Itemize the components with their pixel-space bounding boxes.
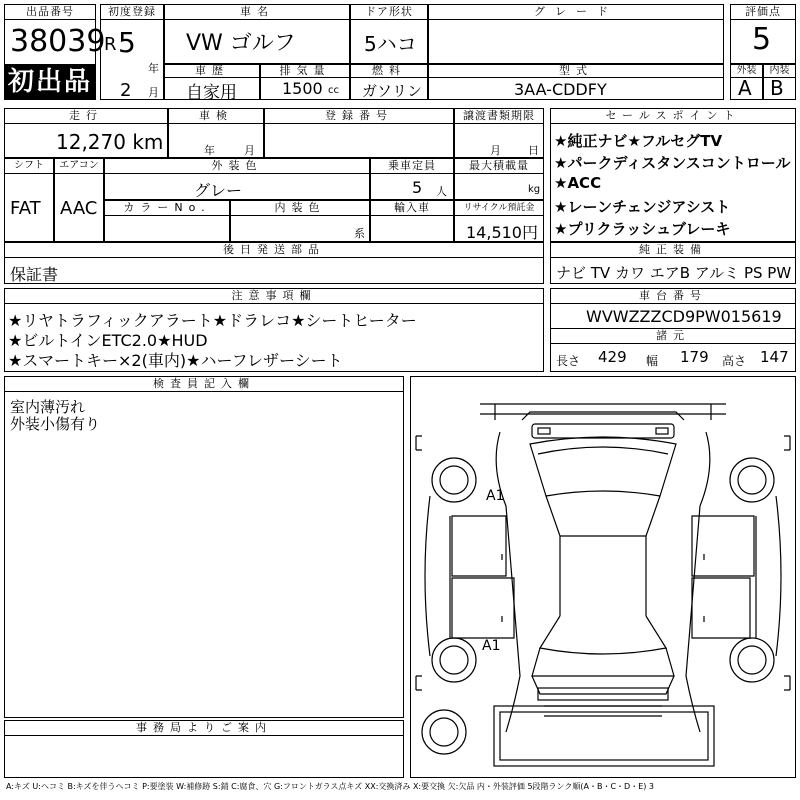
notes-label: 注意事項欄 [4, 288, 544, 304]
length-value: 429 [598, 348, 627, 366]
width-label: 幅 [646, 354, 659, 368]
aircon-value: AAC [60, 198, 98, 219]
year-unit: 年 [148, 62, 159, 75]
notes-line: ★スマートキー×2(車内)★ハーフレザーシート [8, 351, 343, 370]
car-name: VW ゴルフ [186, 31, 296, 56]
inspection-label: 車検 [168, 108, 264, 124]
damage-mark: A1 [482, 638, 501, 654]
max-load-unit: kg [528, 184, 541, 195]
later-parts-value: 保証書 [10, 265, 59, 284]
first-registration-label: 初度登録 [100, 4, 164, 20]
height-label: 高さ [722, 354, 747, 368]
interior-color-label: 内装色 [230, 200, 370, 216]
first-listing-badge: 初出品 [4, 64, 96, 100]
delivery-day-unit: 日 [528, 144, 539, 157]
max-load-label: 最大積載量 [454, 158, 544, 174]
delivery-deadline-label: 譲渡書類期限 [454, 108, 544, 124]
grade-label: グレード [428, 4, 724, 20]
history-value: 自家用 [186, 83, 237, 103]
mileage-label: 走行 [4, 108, 168, 124]
damage-mark: A1 [486, 488, 505, 504]
displacement-label: 排気量 [260, 64, 350, 78]
dimensions-label: 諸元 [550, 328, 796, 344]
lot-number: 38039 [10, 24, 106, 59]
color-number-label: カラーNo. [104, 200, 230, 216]
capacity-label: 乗車定員 [370, 158, 454, 174]
history-label: 車歴 [164, 64, 260, 78]
door-shape: 5ハコ [364, 32, 417, 56]
delivery-month-unit: 月 [490, 144, 501, 157]
inspector-label: 検査員記入欄 [4, 376, 404, 392]
interior-grade: B [770, 76, 784, 100]
month-unit: 月 [148, 86, 159, 99]
notes-line: ★リヤトラフィックアラート★ドラレコ★シートヒーター [8, 311, 417, 330]
sales-point-item: ★プリクラッシュブレーキ [554, 220, 731, 238]
body-color-label: 外装色 [104, 158, 370, 174]
reg-year: 5 [118, 26, 136, 59]
era: R [104, 34, 117, 55]
sales-point-item: ★レーンチェンジアシスト [554, 198, 731, 216]
model-code: 3AA-CDDFY [514, 80, 607, 99]
equipment-value: ナビ TV カワ エアB アルミ PS PW [556, 264, 792, 282]
inspection-year-unit: 年 [204, 144, 215, 157]
score-value: 5 [752, 22, 772, 57]
interior-color-unit: 系 [354, 227, 365, 240]
equipment-label: 純正装備 [550, 242, 796, 258]
chassis-label: 車台番号 [550, 288, 796, 304]
door-label: ドア形状 [350, 4, 428, 20]
lot-number-label: 出品番号 [4, 4, 96, 20]
capacity-unit: 人 [436, 185, 447, 198]
height-value: 147 [760, 348, 789, 366]
interior-label: 内装 [763, 64, 796, 78]
fuel-label: 燃料 [350, 64, 428, 78]
legend-text: A:キズ U:ヘコミ B:キズを伴うヘコミ P:要塗装 W:補修跡 S:錆 C:腐食、穴 G:フロントガラス点キズ XX:交換済み X:要交換 欠:欠品 内・外装評価 5段階ランク順(A・B・C・D・E) 3 [6, 782, 655, 791]
sales-points-label: セールスポイント [550, 108, 796, 124]
displacement-value: 1500 [282, 79, 323, 98]
registration-number-label: 登録番号 [264, 108, 454, 124]
recycle-label: リサイクル預託金 [454, 200, 544, 216]
office-label: 事務局よりご案内 [4, 720, 404, 736]
notes-line: ★ビルトインETC2.0★HUD [8, 331, 208, 350]
exterior-label: 外装 [730, 64, 763, 78]
shift-label: シフト [4, 158, 54, 174]
recycle-value: 14,510円 [466, 223, 538, 242]
exterior-grade: A [738, 76, 752, 100]
inspector-line: 室内薄汚れ [10, 398, 86, 416]
sales-point-item: ★ACC [554, 174, 602, 192]
later-parts-label: 後日発送部品 [4, 242, 544, 258]
score-label: 評価点 [730, 4, 796, 20]
shift-value: FAT [10, 198, 41, 219]
import-label: 輸入車 [370, 200, 454, 216]
inspection-month-unit: 月 [244, 144, 255, 157]
body-color-value: グレー [194, 181, 243, 200]
chassis-number: WVWZZZCD9PW015619 [586, 307, 782, 326]
sales-point-item: ★純正ナビ★フルセグTV [554, 132, 723, 150]
length-label: 長さ [556, 354, 581, 368]
width-value: 179 [680, 348, 709, 366]
model-label: 型式 [428, 64, 724, 78]
car-name-label: 車名 [164, 4, 350, 20]
reg-month: 2 [120, 80, 132, 101]
car-diagram [410, 376, 796, 778]
sales-point-item: ★パークディスタンスコントロール [554, 154, 791, 172]
fuel-value: ガソリン [362, 82, 423, 100]
inspector-line: 外装小傷有り [10, 415, 101, 433]
aircon-label: エアコン [54, 158, 104, 174]
displacement-unit: cc [328, 85, 339, 96]
capacity-value: 5 [412, 178, 423, 197]
mileage-value: 12,270 km [56, 130, 164, 154]
